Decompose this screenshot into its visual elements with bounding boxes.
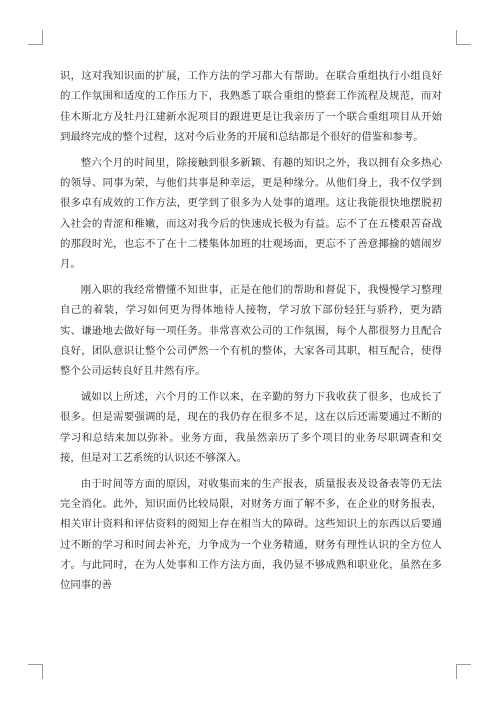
paragraph: 诚如以上所述，六个月的工作以来，在辛勤的努力下我收获了很多，也成长了很多。但是需要强调的是，现在的我仍存在很多不足，这在以后还需要通过不断的学习和总结来加以弥补。业务方面，我虽然亲历了多个项目的业务尽职调查和交接，但是对工艺系统的认识还不够深入。: [60, 390, 442, 464]
crop-mark-top-right: [456, 30, 471, 45]
paragraph: 由于时间等方面的原因，对收集而来的生产报表，质量报表及设备表等仍无法完全消化。此外，知识面仍比较局限，对财务方面了解不多，在企业的财务报表，相关审计资料和评估资料的阅知上存在相当大的障碍。这些知识上的东西以后要通过不断的学习和时间去补充，力争成为一个业务精通，财务有理性认识的全方位人才。与此同时，在为人处事和工作方法方面，我仍显不够成熟和职业化，虽然在多位同事的善: [60, 477, 442, 592]
paragraph: 识，这对我知识面的扩展，工作方法的学习都大有帮助。在联合重组执行小组良好的工作氛围和适度的工作压力下，我熟悉了联合重组的整套工作流程及规范，而对佳木斯北方及牡丹江建新水泥项目的跟进更是让我亲历了一个联合重组项目从开始到最终完成的整个过程，这对今后业务的开展和总结都是个很好的借鉴和参考。: [60, 70, 442, 143]
crop-mark-top-left: [28, 30, 43, 45]
crop-mark-bottom-left: [28, 664, 43, 679]
paragraph: 整六个月的时间里，除接触到很多新颖、有趣的知识之外，我以拥有众多热心的领导、同事为荣，与他们共事是种幸运，更是种缘分。从他们身上，我不仅学到很多卓有成效的工作方法，更学到了很多为人处事的道理。这让我能很快地摆脱初入社会的青涩和稚嫩，而这对我今后的快速成长极为有益。忘不了在五楼艰苦奋战的那段时光，也忘不了在十二楼集体加班的壮观场面，更忘不了善意揶揄的嬉闹岁月。: [60, 156, 442, 271]
document-body: [60, 66, 442, 601]
crop-mark-bottom-right: [456, 664, 471, 679]
paragraph: 刚入职的我经常懵懂不知世事，正是在他们的帮助和督促下，我慢慢学习整理自己的着装，学习如何更为得体地待人接物，学习放下部份轻狂与骄矜，更为踏实、谦逊地去做好每一项任务。非常喜欢公司的工作氛围，每个人都很努力且配合良好，团队意识让整个公司俨然一个有机的整体，大家各司其职，相互配合，使得整个公司运转良好且井然有序。: [60, 283, 442, 378]
